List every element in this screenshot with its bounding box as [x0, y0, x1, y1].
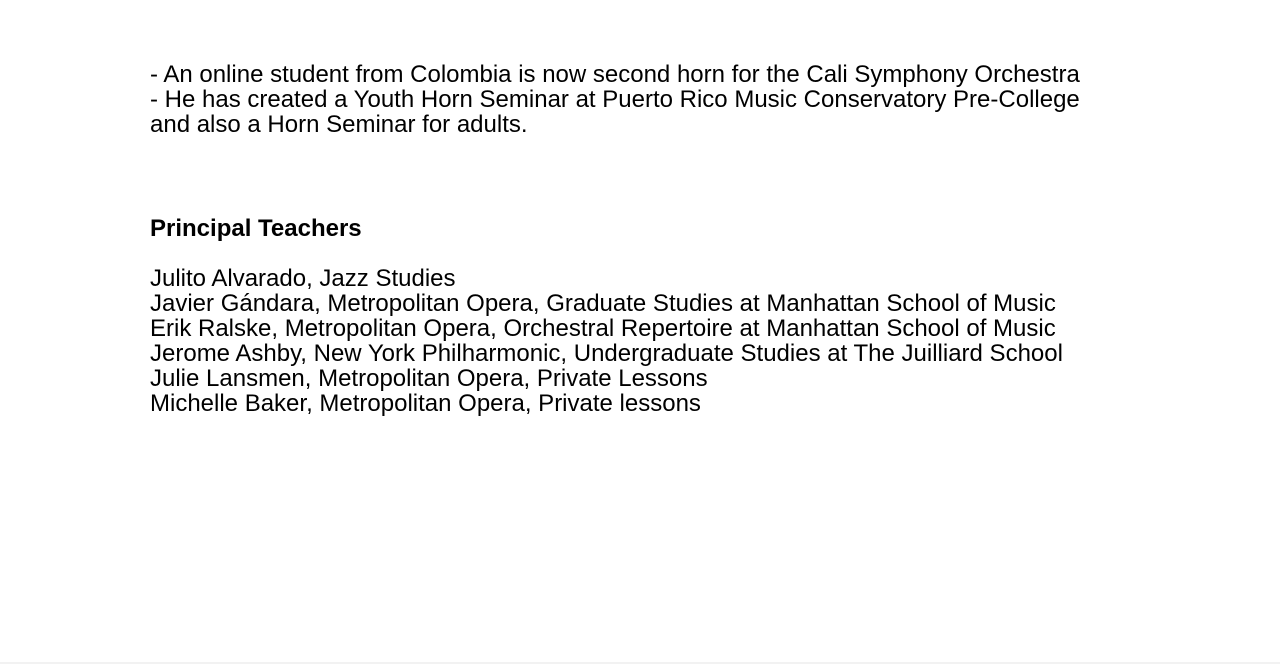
teacher-item: Julito Alvarado, Jazz Studies	[150, 265, 456, 292]
achievement-item: - An online student from Colombia is now second horn for the Cali Symphony Orchestra	[150, 61, 1080, 88]
teacher-item: Javier Gándara, Metropolitan Opera, Graduate Studies at Manhattan School of Music	[150, 290, 1056, 317]
teachers-list	[150, 266, 1110, 416]
teacher-item: Michelle Baker, Metropolitan Opera, Private lessons	[150, 390, 701, 417]
achievement-item: - He has created a Youth Horn Seminar at Puerto Rico Music Conservatory Pre-College and also a Horn Seminar for adults.	[150, 86, 1087, 138]
document-page	[150, 62, 1110, 416]
teacher-item: Jerome Ashby, New York Philharmonic, Undergraduate Studies at The Juilliard School	[150, 340, 1063, 367]
section-heading: Principal Teachers	[150, 215, 362, 242]
achievements-list	[150, 62, 1110, 137]
teacher-item: Erik Ralske, Metropolitan Opera, Orchestral Repertoire at Manhattan School of Music	[150, 315, 1056, 342]
teacher-item: Julie Lansmen, Metropolitan Opera, Private Lessons	[150, 365, 708, 392]
